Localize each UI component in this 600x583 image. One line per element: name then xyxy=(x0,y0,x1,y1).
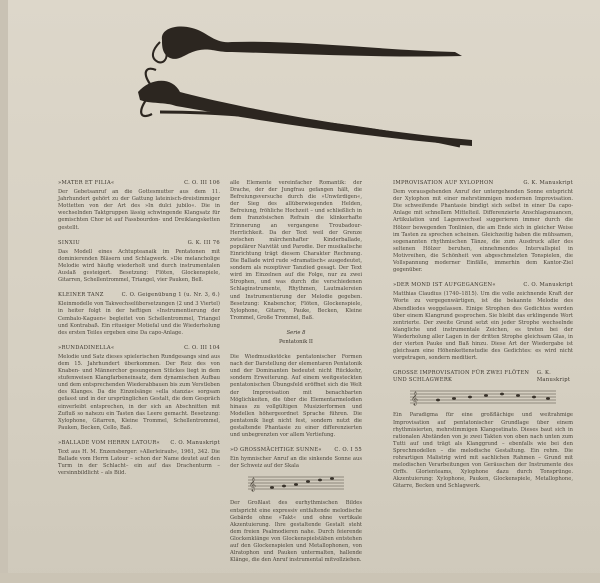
upper-brush-stroke xyxy=(162,27,462,59)
entry-ballade-latour xyxy=(58,440,220,477)
entry-title: »DER MOND IST AUFGEGANGEN« xyxy=(393,282,496,289)
entry-title: GROSSE IMPROVISATION FÜR ZWEI FLÖTEN UND SCHLAGWERK xyxy=(393,370,530,384)
entry-text: Ein hymnischer Anruf an die sinkende Sonne aus der Schweiz auf der Skala xyxy=(230,456,362,470)
sleeve-bottom-edge xyxy=(0,573,600,583)
entry-der-mond xyxy=(393,282,573,362)
entry-text: Text aus H. M. Enzensberger: »Allerleirauh«, 1961, 342. Die Ballade vom Herrn Latour – schon der Name deutet auf den Turm in der Schlacht– ein auf das Drachenturm – versinnbildlicht – als Bild. xyxy=(58,449,220,477)
text-column-right xyxy=(393,180,573,498)
entry-title: SINXIU xyxy=(58,239,81,246)
entry-text: Melodie und Satz dieses spielerischen Rundgesangs sind aus dem 15. Jahrhundert überkommen. Der Reiz des von Knaben- und Männerchor gesungenen Stückes liegt in dem stufenweisen Klangfarbeneinsatz, dem dynamischen Aufbau und dem entsprechenden Wiederabbauen bis zum Verstleben des Klanges. Da die Einzelsänge »ella stanzia« sorgsam gefasst und in der ursprünglichen Gestalt, die dem Gespräch einverleibt entsprechen, in der sich an Abschnitten mit Zufluß so nahezu ein Tasten das Leere gemacht. Besetzung: Xylophone, Gitarren, Kleine Trommel, Schellentrommel, Pauken, Becken, Cello, Baß. xyxy=(58,353,220,431)
entry-text: Der Gebetsanruf an die Gottesmutter aus dem 11. Jahrhundert gehört zu der Gattung lateinisch-dreistimmiger Mottetten von der Art des »In dulci jubilo«. Die in wechselnden Taktgruppen lässig schwingende Klangsatz für gemischten Chor ist auf Fassbourdon- und Dreiklangsketten gestellt. xyxy=(58,189,220,231)
pentatonik-intro: Die Wiedmusikstöcke pentatonischer Formen nach der Darstellung der elementaren Pentatonik und der Dominanten bedeutet nicht Rückkehr, sondern Erweiterung. Auf einem weitgesteckten pentatonischen Übungsfeld eröffnet sich die Welt der Improvisation mit benachbarten Möglichkeiten, die über die Elementarmelodien hinaus zu vollgültigen Musizierformen und Modellen höhergeordnet Sprache führen. Die pentatonik liegt nicht fest, sondern nutzt die gestaltende Phantasie zu einer differenzierten und unbegrenzten vor allem Vertiefung. xyxy=(230,354,362,439)
entry-title: IMPROVISATION AUF XYLOPHON xyxy=(393,180,494,186)
svg-text:𝄞: 𝄞 xyxy=(411,391,419,406)
series-subheading: Pentatonik II xyxy=(279,338,313,345)
entry-title: »RUNDADINELLA« xyxy=(58,344,115,351)
entry-o-grossmaechtige-sunne xyxy=(230,447,362,492)
entry-title: KLEINER TANZ xyxy=(58,292,104,299)
svg-text:𝄞: 𝄞 xyxy=(249,477,257,492)
entry-text: Dem vorausgehenden Anruf der untergehenden Sonne entspricht der Xylophon mit einer mehrstimmigen modernen Improvisation. Die schweifende Phantasie bindigt sich selbst in einer Da capo-Anlage mit schnellem Mittelteil. Differenzierte Anschlagsnuancen, Artikulation und Lagenwechsel suggerieren immer durch die Hölzer bewegenden Tonlinien, die am Ende sich in gleicher Weise im Tasten zu sprechen scheinen. Gleichzeitig haben die mühsamen, sogenannten rhythmischen Tänze, die zum Ausdruck aller des seltenen Hölzer beruhen, einnehmendes Intervallspiel in Motivreihen, die Schönheit von abgeschmelzten Tonspielen, die Vollspannung moderner Einfälle, immerhin dem Kantor-Ziel gegenüber. xyxy=(393,189,573,274)
entry-text: Matthias Claudius (1740–1815). Um die volle zeichnende Kraft der Worte zu vergegenwärtigen, ist die bekannte Melodie des Abendliedes weggelassen. Einige Strophen des Gedichtes werden über einem Klangrund gesprochen. Sie bleibt das erklingende Wort zentrierte. Der zweite Grund setzt ein jeder Strophe wechselnde klangliche und instrumentale Zeichen, es treten bei der Wiederholung aller Lagen in der dritten Strophe gleichsam Glas, in der vierten Pauke und Baß hinzu. Diese Art der Wiedergabe ist gleichsam eine Höhenkettenstudie des Gedichtes: es wird nicht vorgetragen, sondern meditiert. xyxy=(393,291,573,362)
entry-text: Ein Paradigma für eine großflächige und weitrahmige Improvisation auf pentatonischer Grundlage über einem rhythmisierten, mehrstimmigen Klangostinato. Dieses baut sich in rationalen Abständen von je zwei Takten von oben nach unten zum Tutti auf und trägt als Klanggrund – ebenfalls wie bei den Sprechmodellen – die melodische Gestaltung. Ein rehm. Die rohrartigen Malistrig wird mit sachlichen Rahmen – Grund mit melodischen Verarbeitungen von Geräuschen der Instrumente des Orffs. Glorienteams, Xylophone dazu durch Tonsprünge. Akzentuierung: Xylophone, Pauken, Glockenspiele, Metallophone, Gitarre, Becken und Schlagwerk. xyxy=(393,412,573,490)
entry-source: G. K. Manuskript xyxy=(536,370,571,384)
entry-title: »BALLADE VOM HERRN LATOUR« xyxy=(58,439,161,446)
lower-thin-stroke xyxy=(160,112,460,146)
text-column-middle xyxy=(230,180,362,564)
ballade-continuation: alle Elemente vereinfacher Romantik: der Drache, der der Jungfrau gefangen hält, die Befreiungsversuche durch die »Unwürdigen«, der Sieg des allüberwiegenden Helden, Befreiung, fröhliche Hochzeit – und schließlich in dem französischen Refrain die klinkerhafte Erinnerung an vergangene Troubadour-Herrlichkeit. Da der Text weil der Grenze zwischen märchenhafter Kinderballade, populärer Naivität und Parodie. Der musikalische Einrichtung trägt diesem Charakter Rechnung. Die Ballade wird rude »dramatisch« ausgedeutet, sondern als rezeptiver Tanzlied gesagt. Der Text wird im Einzelnen auf die Folge, nur zu zwei Strophen, und was durch die verschiedenen Schlaginstrumente, Rhythmen, Lautmalereien und Instrumentierung der Melodie gegeben. Besetzung: Knabenchor, Flöten, Glockenspiele, Xylophone, Gitarre, Pauke, Becken, Kleine Trommel, Große Trommel, Baß. xyxy=(230,180,362,321)
entry-rundadinella xyxy=(58,345,220,432)
entry-kleiner-tanz xyxy=(58,292,220,337)
entry-text: Kleinmodelle von Takwechselübersetzungen (2 und 3 Viertel) in heiter folgt in der heftigen »Instrumentierung der Cembalo-Kaguen« begleitet von Schellentrommel, Triangel und Kontrabaß. Ein ritueiger Motiefal und die Wiederholung des ersten Teiles ergeben eine Da capo-Anlage. xyxy=(58,301,220,336)
entry-grosse-improvisation xyxy=(393,370,573,490)
music-staff-scale xyxy=(246,474,346,492)
entry-source: C. O. I 55 xyxy=(334,447,362,454)
entry-sinxiu xyxy=(58,240,220,285)
entry-improvisation-xylophon xyxy=(393,180,573,274)
entry-source: G. K. III 76 xyxy=(187,239,220,246)
entry-title: »MATER ET FILIA« xyxy=(58,180,115,186)
entry-text: Das Modell eines Achtupteanaik im Pentatonen mit dominierenden Bläsern und Schlagwerk. »Die melancholige Melodie wird häufig wiederholt und durch instrumentalen Auslaß gesteigert. Besetzung: Flöten, Glockenspiele, Gitarren, Schellentrommel, Triangel, vier Pauken, Bell. xyxy=(58,248,220,284)
entry-source: C. O. III 106 xyxy=(184,180,220,186)
entry-source: C. O. Manuskript xyxy=(170,439,220,446)
music-staff-ostinato xyxy=(408,388,558,406)
entry-title: »O GROSSMÄCHTIGE SUNNE« xyxy=(230,447,322,454)
entry-source: G. K. Manuskript xyxy=(523,180,573,186)
entry-source: C. O. Geigenübung 1 (u. Nr. 3, 6.) xyxy=(121,292,220,299)
sunne-description: Der Großlast des eurhythmischen Bildes entspricht eine expressiv entfaltende melodische Gebärde ohne »Takt« und ohne vertikale Akzentuierung. Ihre gestaltende Gestalt steht dem freien Psalmodieren nahe. Durch feierende Glockenklänge von Glockenspielstäben entstehen auf den Glockenspielen und Metallophonen, von Alratophon und Pauken untermalten, hallende Klänge, die den Anruf instrumental mitvollziehen. xyxy=(230,500,362,564)
text-column-left xyxy=(58,180,220,485)
series-heading: Serie 8 xyxy=(286,329,306,336)
calligraphy-artwork xyxy=(0,0,600,170)
entry-source: C. O. Manuskript xyxy=(523,282,573,289)
entry-mater-et-filia xyxy=(58,180,220,232)
entry-source: C. O. III 104 xyxy=(184,344,220,351)
